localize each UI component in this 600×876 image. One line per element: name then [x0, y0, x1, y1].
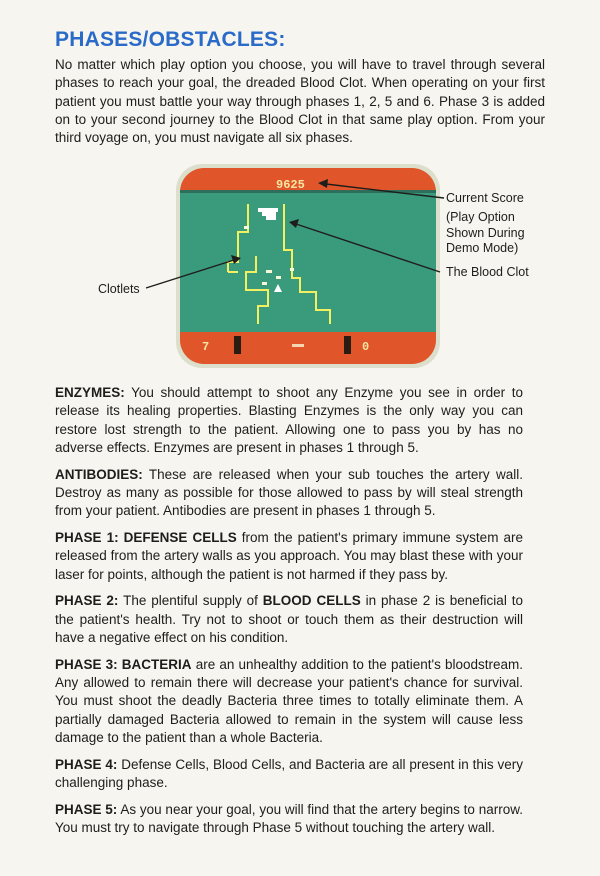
section-lead: PHASE 4: — [55, 756, 118, 772]
section-lead: ENZYMES: — [55, 385, 125, 400]
playfield — [180, 192, 436, 332]
section-lead: PHASE 3: BACTERIA — [55, 656, 192, 672]
sub-position-marker — [292, 344, 304, 347]
section-body: These are released when your sub touches the artery wall. Destroy as many as possible for those allowed to pass by will steal strength from your patient. Antibodies are present in phases 1 through 5. — [55, 466, 523, 519]
section-body: You should attempt to shoot any Enzyme you see in order to release its healing properties. Blasting Enzymes is the only way you can restore lost strength to the patient. Allowing one to pass you by has no adverse effects. Enzymes are present in phases 1 through 5. — [55, 385, 523, 455]
callout-play-option-note: (Play Option Shown During Demo Mode) — [446, 210, 525, 255]
callout-current-score: Current Score — [446, 191, 524, 205]
section-lead: PHASE 1: DEFENSE CELLS — [55, 530, 237, 546]
section-body: Defense Cells, Blood Cells, and Bacteria are all present in this very challenging phase. — [55, 756, 523, 791]
callout-clotlets: Clotlets — [98, 282, 140, 296]
section-phase-4 — [55, 756, 523, 793]
section-body-cont: in phase 2 is beneficial to the patient's health. Try not to shoot or touch them as their destruction will have a negative effect on his condition. — [55, 593, 523, 646]
page-heading: PHASES/OBSTACLES: — [55, 28, 286, 51]
section-lead-inline: BLOOD CELLS — [262, 593, 361, 609]
section-lead: PHASE 2: — [55, 593, 119, 609]
score-readout: 9625 — [276, 178, 305, 192]
section-lead: PHASE 5: — [55, 801, 118, 817]
section-body: The plentiful supply of — [118, 593, 263, 609]
section-body: are an unhealthy addition to the patient's bloodstream. Any allowed to remain there will decrease your patient's chance for survival. You must shoot the deadly Bacteria three times to totally eliminate them. A partially damaged Bacteria allowed to remain in the system will cause less damage to the patient than a whole Bacteria. — [55, 656, 523, 746]
section-phase-1 — [55, 529, 523, 584]
right-counter: 0 — [362, 340, 370, 354]
section-phase-2 — [55, 592, 523, 647]
left-counter: 7 — [202, 340, 210, 354]
game-screen-figure — [0, 160, 600, 370]
section-antibodies — [55, 466, 523, 521]
section-body: from the patient's primary immune system are released from the artery walls as you approach. You may blast these with your laser for points, although the patient is not harmed if they pass by. — [55, 530, 524, 582]
obstacle-sections — [55, 384, 523, 846]
left-strength-bar — [234, 336, 241, 354]
section-body: As you near your goal, you will find that the artery begins to narrow. You must try to navigate through Phase 5 without touching the artery wall. — [55, 801, 523, 836]
right-strength-bar — [344, 336, 351, 354]
section-phase-5 — [55, 801, 523, 838]
callout-blood-clot: The Blood Clot — [446, 265, 529, 279]
section-phase-3 — [55, 656, 523, 747]
section-enzymes — [55, 384, 523, 457]
section-lead: ANTIBODIES: — [55, 466, 143, 482]
intro-paragraph: No matter which play option you choose, you will have to travel through several phases to reach your goal, the dreaded Blood Clot. When operating on your first patient you must battle your way through phases 1, 2, 5 and 6. Phase 3 is added on to your second journey to the Blood Clot in that same play option. From your third voyage on, you must navigate all six phases. — [55, 57, 545, 146]
